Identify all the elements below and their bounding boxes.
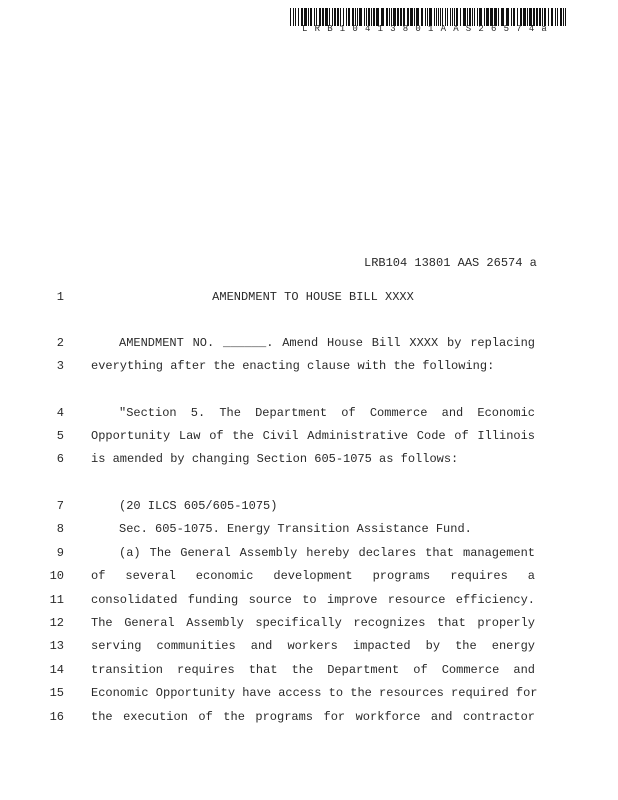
line-number: 5 (56, 429, 64, 443)
line-number: 12 (49, 616, 64, 630)
line-text: serving communities and workers impacted by the energy (91, 639, 535, 653)
document-line (0, 639, 618, 657)
document-line (0, 686, 618, 704)
line-text: Economic Opportunity have access to the resources required for (91, 686, 538, 700)
line-text: (a) The General Assembly hereby declares that management (119, 546, 535, 560)
line-number: 2 (56, 336, 64, 350)
document-line (0, 616, 618, 634)
line-text: Sec. 605-1075. Energy Transition Assistance Fund. (119, 522, 472, 536)
line-text: is amended by changing Section 605-1075 as follows: (91, 452, 459, 466)
line-number: 14 (49, 663, 64, 677)
document-line (0, 336, 618, 354)
document-line (0, 499, 618, 517)
line-number: 11 (49, 593, 64, 607)
line-number: 6 (56, 452, 64, 466)
document-line (0, 406, 618, 424)
document-reference: LRB104 13801 AAS 26574 a (364, 256, 537, 270)
line-text: the execution of the programs for workforce and contractor (91, 710, 535, 724)
line-number: 4 (56, 406, 64, 420)
document-line (0, 522, 618, 540)
line-text: transition requires that the Department of Commerce and (91, 663, 535, 677)
line-text: AMENDMENT NO. ______. Amend House Bill XXXX by replacing (119, 336, 535, 350)
line-number: 3 (56, 359, 64, 373)
line-text: The General Assembly specifically recognizes that properly (91, 616, 535, 630)
line-number: 10 (49, 569, 64, 583)
line-text: consolidated funding source to improve resource efficiency. (91, 593, 535, 607)
line-number: 1 (56, 290, 64, 304)
line-text: of several economic development programs requires a (91, 569, 535, 583)
line-number: 8 (56, 522, 64, 536)
document-line (0, 663, 618, 681)
line-text: (20 ILCS 605/605-1075) (119, 499, 278, 513)
document-line (0, 290, 618, 308)
line-number: 13 (49, 639, 64, 653)
document-line (0, 593, 618, 611)
document-line (0, 546, 618, 564)
barcode-text: LRB10413801AAS26574a (302, 24, 555, 34)
document-title: AMENDMENT TO HOUSE BILL XXXX (212, 290, 414, 304)
line-text: everything after the enacting clause with the following: (91, 359, 495, 373)
line-text: Opportunity Law of the Civil Administrative Code of Illinois (91, 429, 535, 443)
line-number: 7 (56, 499, 64, 513)
document-line (0, 569, 618, 587)
line-number: 9 (56, 546, 64, 560)
line-text: "Section 5. The Department of Commerce and Economic (119, 406, 535, 420)
line-number: 15 (49, 686, 64, 700)
document-line (0, 710, 618, 728)
document-line (0, 359, 618, 377)
document-line (0, 452, 618, 470)
line-number: 16 (49, 710, 64, 724)
document-line (0, 429, 618, 447)
